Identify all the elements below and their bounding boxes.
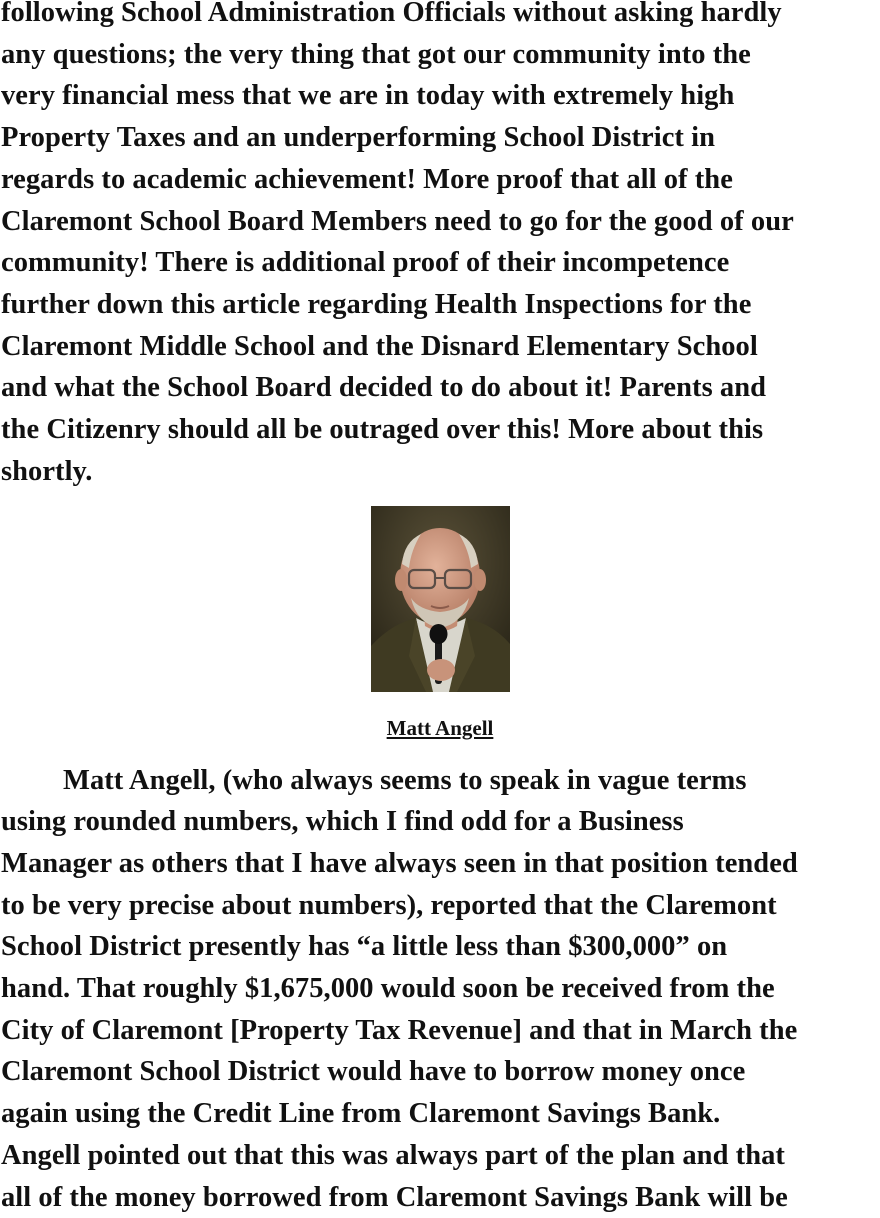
paragraph-line: all of the money borrowed from Claremont Savings Bank will be <box>1 1177 788 1218</box>
paragraph-line: hand. That roughly $1,675,000 would soon be received from the <box>1 968 775 1010</box>
paragraph-line: Matt Angell, (who always seems to speak in vague terms <box>63 760 747 802</box>
paragraph-line: shortly. <box>1 451 92 493</box>
paragraph-line: following School Administration Officials without asking hardly <box>1 0 782 34</box>
paragraph-line: any questions; the very thing that got our community into the <box>1 34 751 76</box>
paragraph-line: City of Claremont [Property Tax Revenue] and that in March the <box>1 1010 797 1052</box>
paragraph-line: Claremont Middle School and the Disnard Elementary School <box>1 326 758 368</box>
paragraph-line: the Citizenry should all be outraged over this! More about this <box>1 409 763 451</box>
paragraph-line: Claremont School District would have to borrow money once <box>1 1051 745 1093</box>
paragraph-line: again using the Credit Line from Claremont Savings Bank. <box>1 1093 720 1135</box>
paragraph-line: very financial mess that we are in today with extremely high <box>1 75 734 117</box>
paragraph-line: further down this article regarding Health Inspections for the <box>1 284 751 326</box>
paragraph-line: using rounded numbers, which I find odd for a Business <box>1 801 684 843</box>
paragraph-line: and what the School Board decided to do about it! Parents and <box>1 367 766 409</box>
paragraph-line: School District presently has “a little less than $300,000” on <box>1 926 727 968</box>
paragraph-line: community! There is additional proof of their incompetence <box>1 242 729 284</box>
paragraph-line: Claremont School Board Members need to go for the good of our <box>1 201 794 243</box>
paragraph-line: Manager as others that I have always seen in that position tended <box>1 843 798 885</box>
photo-caption: Matt Angell <box>0 715 880 741</box>
paragraph-line: Property Taxes and an underperforming School District in <box>1 117 715 159</box>
paragraph-line: regards to academic achievement! More proof that all of the <box>1 159 733 201</box>
portrait-photo <box>371 506 510 692</box>
paragraph-line: to be very precise about numbers), reported that the Claremont <box>1 885 777 927</box>
paragraph-line: Angell pointed out that this was always part of the plan and that <box>1 1135 785 1177</box>
